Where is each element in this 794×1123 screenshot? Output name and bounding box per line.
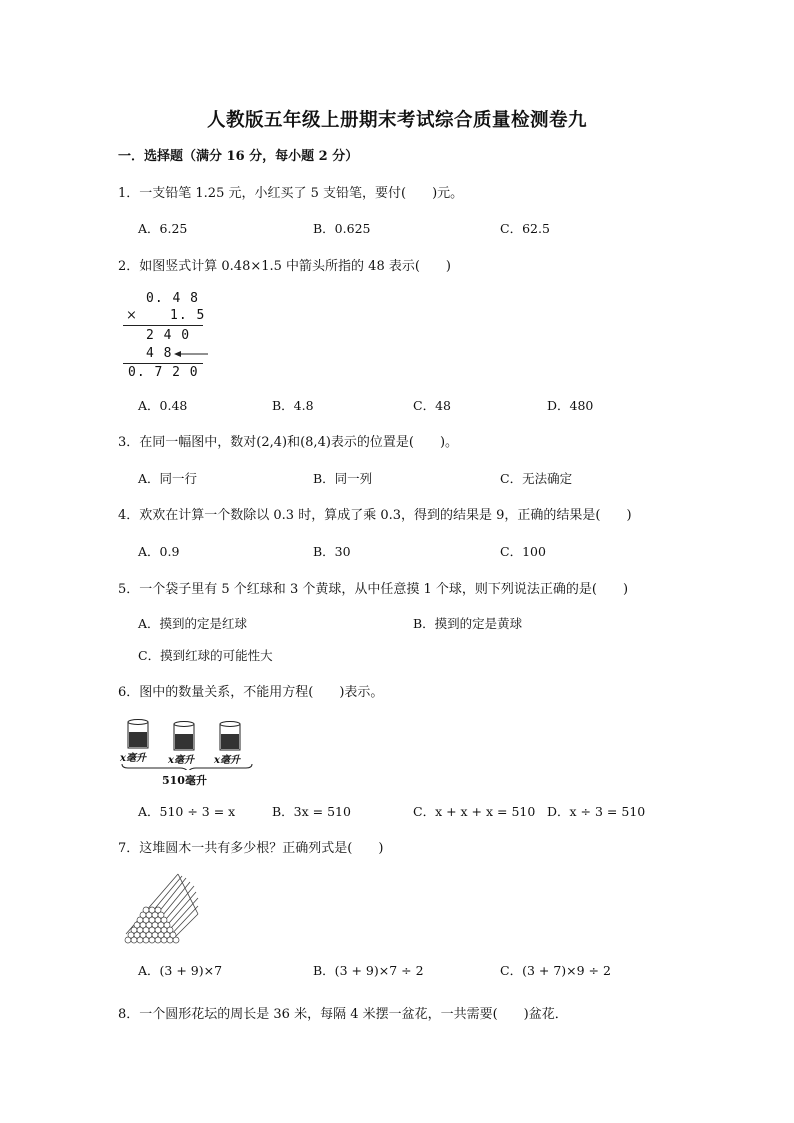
question-7-stem: 7．这堆圆木一共有多少根？正确列式是( ) [118, 841, 384, 856]
figure-row-5: 0. 7 2 0 [128, 365, 199, 380]
question-2-stem: 2．如图竖式计算 0.48×1.5 中箭头所指的 48 表示( ) [118, 259, 451, 274]
question-6-option-c: C．x + x + x = 510 [413, 804, 536, 819]
question-5-option-a: A．摸到的定是红球 [138, 616, 248, 631]
question-6-option-a: A．510 ÷ 3 = x [138, 804, 236, 819]
cup-2-label: x毫升 [168, 755, 194, 766]
page-title: 人教版五年级上册期末考试综合质量检测卷九 [206, 110, 587, 131]
figure-row-1: 0. 4 8 [146, 291, 199, 306]
question-2-option-c: C．48 [413, 398, 451, 413]
question-5-stem: 5．一个袋子里有 5 个红球和 3 个黄球，从中任意摸 1 个球，则下列说法正确的是( ) [118, 582, 629, 597]
question-1-option-a: A．6.25 [138, 221, 188, 236]
question-1-option-c: C．62.5 [500, 221, 550, 236]
question-1-stem: 1．一支铅笔 1.25 元，小红买了 5 支铅笔，要付( )元。 [118, 186, 464, 201]
question-1-option-b: B．0.625 [313, 221, 371, 236]
question-4-stem: 4．欢欢在计算一个数除以 0.3 时，算成了乘 0.3，得到的结果是 9，正确的结果是( ) [118, 508, 632, 523]
question-4-option-b: B．30 [313, 544, 351, 559]
question-5-option-b: B．摸到的定是黄球 [413, 616, 523, 631]
question-6-option-b: B．3x = 510 [272, 804, 351, 819]
question-7-option-b: B．(3 + 9)×7 ÷ 2 [313, 963, 424, 978]
vertical-multiplication-figure [118, 288, 218, 384]
figure-row-3: 2 4 0 [146, 328, 191, 343]
question-3-option-c: C．无法确定 [500, 471, 573, 486]
question-7-option-a: A．(3 + 9)×7 [138, 963, 223, 978]
question-8-stem: 8．一个圆形花坛的周长是 36 米，每隔 4 米摆一盆花，一共需要( )盆花． [118, 1007, 568, 1022]
question-5-option-c: C．摸到红球的可能性大 [138, 648, 273, 663]
cup-3-label: x毫升 [214, 755, 240, 766]
question-2-option-a: A．0.48 [138, 398, 188, 413]
question-3-stem: 3．在同一幅图中，数对(2,4)和(8,4)表示的位置是( )。 [118, 435, 459, 450]
question-7-option-c: C．(3 + 7)×9 ÷ 2 [500, 963, 611, 978]
total-label: 510毫升 [162, 774, 207, 787]
question-2-option-b: B．4.8 [272, 398, 314, 413]
section-heading: 一．选择题（满分 16 分，每小题 2 分） [118, 149, 359, 164]
question-6-stem: 6．图中的数量关系，不能用方程( )表示。 [118, 685, 384, 700]
cup-1-label: x毫升 [120, 753, 146, 764]
figure-rule-1 [123, 325, 203, 326]
arrow-icon [174, 348, 210, 360]
log-pile-icon [120, 870, 200, 946]
question-3-option-b: B．同一列 [313, 471, 373, 486]
question-4-option-c: C．100 [500, 544, 546, 559]
question-6-option-d: D．x ÷ 3 = 510 [547, 804, 646, 819]
figure-row-2: 1. 5 [170, 308, 206, 323]
cups-figure [118, 716, 258, 788]
question-3-option-a: A．同一行 [138, 471, 198, 486]
question-2-option-d: D．480 [547, 398, 594, 413]
figure-rule-2 [123, 363, 203, 364]
figure-times-sign: × [126, 308, 137, 323]
figure-row-4: 4 8 [146, 346, 173, 361]
question-4-option-a: A．0.9 [138, 544, 180, 559]
